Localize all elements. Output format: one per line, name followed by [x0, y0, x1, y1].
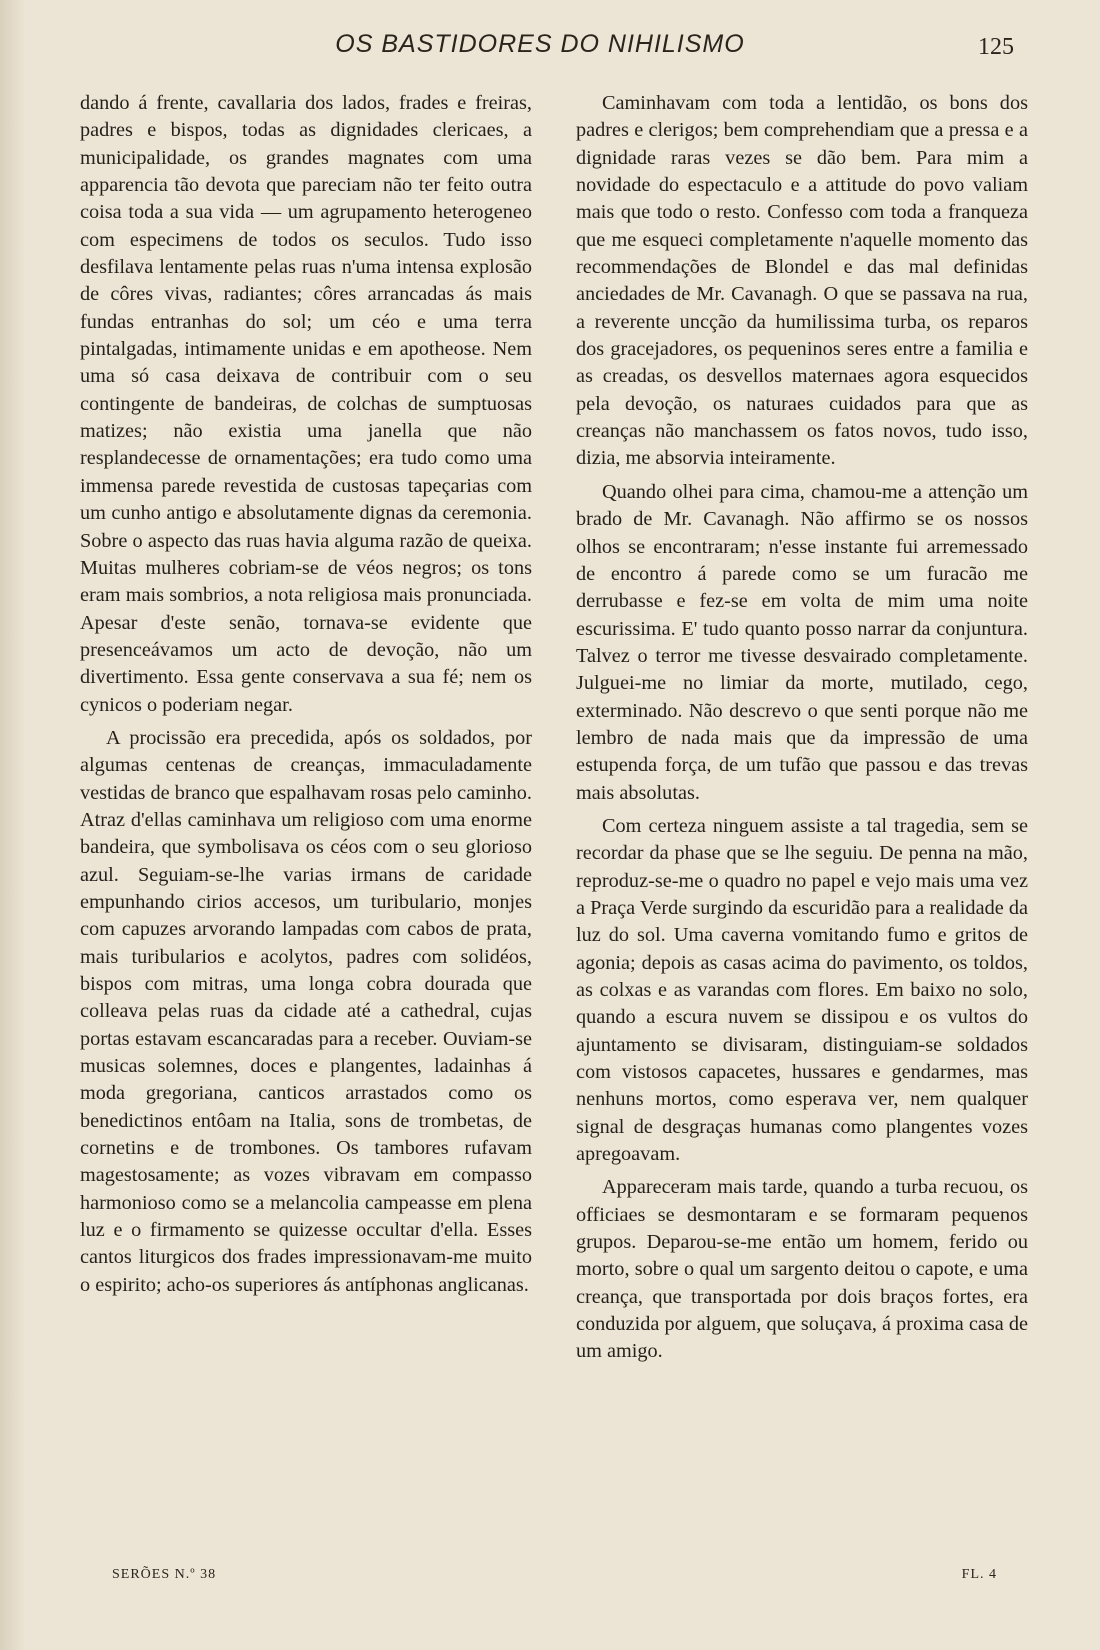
left-paragraph-2: A procissão era precedida, após os soldados, por algumas centenas de creanças, immaculadamente vestidas de branco que espalhavam rosas pelo caminho. Atraz d'ellas caminhava um religioso com uma enorme bandeira, que symbolisava os céos com o seu glorioso azul. Seguiam-se-lhe varias irmans de caridade empunhando cirios accesos, um turibulario, monjes com capuzes arvorando lampadas com cabos de prata, mais turibularios e acolytos, padres com solidéos, bispos com mitras, uma longa cobra dourada que colleava pelas ruas da cidade até a cathedral, cujas portas estavam escancaradas para a receber. Ouviam-se musicas solemnes, doces e plangentes, ladainhas á moda gregoriana, canticos arrastados como os benedictinos entôam na Italia, sons de trombetas, de cornetins e de trombones. Os tambores rufavam magestosamente; as vozes vibravam em compasso harmonioso como se a melancolia campeasse em plena luz e o firmamento se quizesse occultar d'ella. Esses cantos liturgicos dos frades impressionavam-me muito o espirito; acho-os superiores ás antíphonas anglicanas.	[80, 726, 532, 1296]
right-paragraph-4: Appareceram mais tarde, quando a turba recuou, os officiaes se desmontaram e se formaram pequenos grupos. Deparou-se-me então um homem, ferido ou morto, sobre o qual um sargento deitou o capote, e uma creança, que transportada por dois braços fortes, era conduzida por alguem, que soluçava, á proxima casa de um amigo.	[576, 1176, 1028, 1363]
footer-issue-label: SERÕES N.º 38	[112, 1567, 217, 1582]
left-text-column	[80, 90, 532, 1299]
page-number: 125	[978, 34, 1014, 60]
left-paragraph-1: dando á frente, cavallaria dos lados, frades e freiras, padres e bispos, todas as dignidades clericaes, a municipalidade, os grandes magnates com uma apparencia tão devota que pareciam não ter feito outra coisa toda a sua vida — um agrupamento heterogeneo com especimens de todos os seculos. Tudo isso desfilava lentamente pelas ruas n'uma intensa explosão de côres vivas, radiantes; côres arrancadas ás mais fundas entranhas do sol; um céo e uma terra pintalgadas, intimamente unidas e em apotheose. Nem uma só casa deixava de contribuir com o seu contingente de bandeiras, de colchas de sumptuosas matizes; não existia uma janella que não resplandecesse de ornamentações; era tudo como uma immensa parede revestida de custosas tapeçarias com um cunho antigo e absolutamente dignas da ceremonia. Sobre o aspecto das ruas havia alguma razão de queixa. Muitas mulheres cobriam-se de véos negros; os tons eram mais sombrios, a nota religiosa mais pronunciada. Apesar d'este senão, tornava-se evidente que presenceávamos um acto de devoção, não um divertimento. Essa gente conservava a sua fé; nem os cynicos o poderiam negar.	[80, 92, 532, 716]
running-title: OS BASTIDORES DO NIHILISMO	[335, 30, 745, 58]
footer-sheet-label: FL. 4	[961, 1567, 997, 1582]
right-text-column	[576, 90, 1028, 1366]
right-paragraph-1: Caminhavam com toda a lentidão, os bons dos padres e clerigos; bem comprehendiam que a pressa e a dignidade raras vezes se dão bem. Para mim a novidade do espectaculo e a attitude do povo valiam mais que todo o resto. Confesso com toda a franqueza que me esqueci completamente n'aquelle momento das recommendações de Blondel e das mal definidas anciedades de Mr. Cavanagh. O que se passava na rua, a reverente uncção da humilissima turba, os reparos dos gracejadores, os pequeninos seres entre a familia e as creadas, os desvellos maternaes agora esquecidos pela devoção, os naturaes cuidados para que as creanças não manchassem os fatos novos, tudo isso, dizia, me absorvia inteiramente.	[576, 92, 1028, 470]
right-paragraph-3: Com certeza ninguem assiste a tal tragedia, sem se recordar da phase que se lhe seguiu. De penna na mão, reproduz-se-me o quadro no papel e vejo mais uma vez a Praça Verde surgindo da escuridão para a realidade da luz do sol. Uma caverna vomitando fumo e gritos de agonia; depois as casas acima do pavimento, os toldos, as colxas e as varandas com flores. Em baixo no solo, quando a escura nuvem se dissipou e os vultos do ajuntamento se divisaram, distinguiam-se soldados com vistosos capacetes, hussares e gendarmes, mas nenhuns mortos, como esperava ver, nem qualquer signal de desgraças humanas como plangentes vozes apregoavam.	[576, 814, 1028, 1166]
page-gutter-shadow	[0, 0, 26, 1650]
right-paragraph-2: Quando olhei para cima, chamou-me a attenção um brado de Mr. Cavanagh. Não affirmo se os nossos olhos se encontraram; n'esse instante fui arremessado de encontro á parede como se um furacão me derrubasse e fez-se em volta de mim uma noite escurissima. E' tudo quanto posso narrar da conjuntura. Talvez o terror me tivesse desvairado completamente. Julguei-me no limiar da morte, mutilado, cego, exterminado. Não descrevo o que senti porque não me lembro de nada mais que da impressão de uma estupenda força, de um tufão que passou e das trevas mais absolutas.	[576, 480, 1028, 804]
